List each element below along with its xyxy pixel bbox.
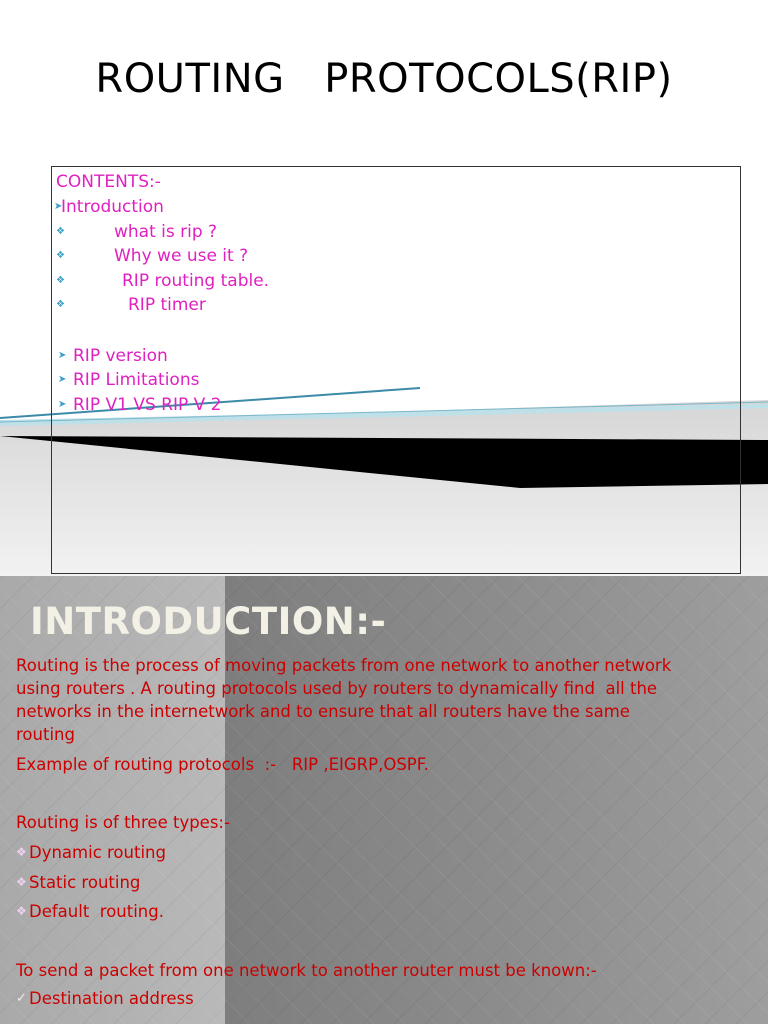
diamond-bullet-icon: ❖: [16, 904, 27, 918]
type-item: Default routing.: [29, 902, 164, 921]
contents-item: Introduction: [61, 197, 164, 217]
example-line: Example of routing protocols :- RIP ,EIGRP,OSPF.: [16, 755, 429, 774]
contents-sub-item: RIP version: [73, 346, 168, 366]
paragraph-line: Routing is the process of moving packets from one network to another network: [16, 656, 672, 675]
contents-sub-item: RIP V1 VS RIP V 2: [73, 395, 222, 415]
type-item: Static routing: [29, 873, 141, 892]
contents-sub-item: RIP Limitations: [73, 370, 200, 390]
paragraph-line: networks in the internetwork and to ensure that all routers have the same: [16, 702, 630, 721]
send-item: Destination address: [29, 989, 194, 1008]
contents-box: [51, 166, 741, 574]
contents-item: Why we use it ?: [114, 246, 249, 266]
contents-item: RIP timer: [128, 295, 206, 315]
arrow-bullet-icon: ➤: [58, 399, 67, 410]
slide-introduction: [0, 576, 768, 1024]
arrow-bullet-icon: ➤: [58, 374, 67, 385]
paragraph-line: using routers . A routing protocols used by routers to dynamically find all the: [16, 679, 658, 698]
diamond-bullet-icon: ❖: [56, 250, 65, 261]
diamond-bullet-icon: ❖: [56, 275, 65, 286]
diamond-bullet-icon: ❖: [56, 299, 65, 310]
arrow-bullet-icon: ➤: [54, 201, 63, 212]
paragraph-line: routing: [16, 725, 75, 744]
contents-heading: CONTENTS:-: [56, 172, 161, 192]
type-item: Dynamic routing: [29, 843, 166, 862]
diamond-bullet-icon: ❖: [56, 226, 65, 237]
types-heading: Routing is of three types:-: [16, 813, 230, 832]
slide-heading: INTRODUCTION:-: [30, 600, 387, 643]
slide-title: ROUTING PROTOCOLS(RIP): [95, 56, 673, 102]
arrow-bullet-icon: ➤: [58, 350, 67, 361]
check-bullet-icon: ✓: [16, 991, 27, 1006]
diamond-bullet-icon: ❖: [16, 875, 27, 889]
diamond-bullet-icon: ❖: [16, 845, 27, 859]
contents-item: RIP routing table.: [122, 271, 270, 291]
contents-item: what is rip ?: [114, 222, 218, 242]
send-heading: To send a packet from one network to another router must be known:-: [16, 961, 597, 980]
